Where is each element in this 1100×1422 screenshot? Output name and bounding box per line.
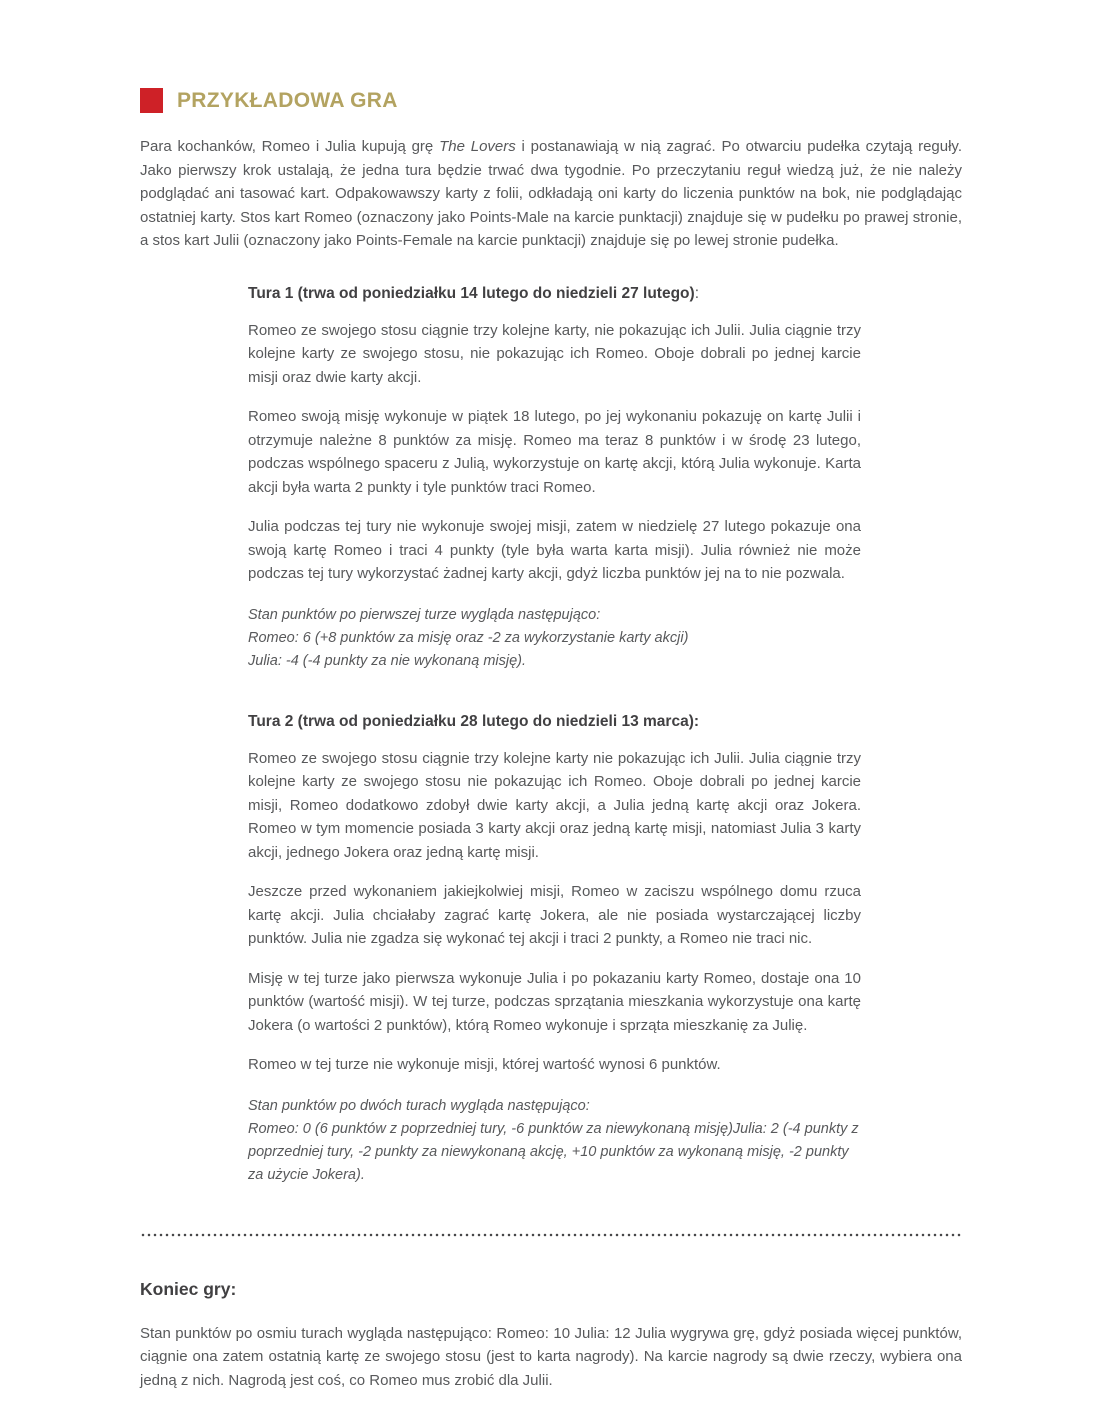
tura-1-heading [248,285,861,303]
tura-2-paragraph-1: Romeo ze swojego stosu ciągnie trzy kolejne karty nie pokazując ich Julii. Julia ciągnie trzy kolejne karty ze swojego stosu nie pokazując ich Romeo. Oboje dobrali po jednej karcie misji, Romeo dodatkowo zdobył dwie karty akcji, a Julia jedną kartę akcji oraz Jokera. Romeo w tym momencie posiada 3 karty akcji oraz jedną kartę misji, natomiast Julia 3 karty akcji, jednego Jokera oraz jedną kartę misji. [248,749,861,861]
game-title-italic: The Lovers [439,138,516,155]
section-header [140,88,962,113]
tura-1-heading-colon: : [694,284,699,302]
tura-1-paragraph-3: Julia podczas tej tury nie wykonuje swojej misji, zatem w niedzielę 27 lutego pokazuje ona swoją kartę Romeo i traci 4 punkty (tyle była warta karta misji). Julia również nie może podczas tej tury wykorzystać żadnej karty akcji, gdyż liczba punktów jej na to nie pozwala. [248,518,861,582]
turns-block [248,285,861,1187]
tura-1-heading-text: Tura 1 (trwa od poniedziałku 14 lutego do niedzieli 27 lutego) [248,284,695,302]
end-of-game-heading: Koniec gry: [140,1278,237,1299]
red-square-bullet-icon [140,88,163,113]
end-of-game-paragraph: Stan punktów po osmiu turach wygląda następująco: Romeo: 10 Julia: 12 Julia wygrywa grę, gdyż posiada więcej punktów, ciągnie ona zatem ostatnią kartę ze swojego stosu (jest to karta nagrody). Na karcie nagrody są dwie rzeczy, wybiera ona jedną z nich. Nagrodą jest coś, co Romeo mus zrobić dla Julii. [140,1324,962,1389]
tura-2-paragraph-3: Misję w tej turze jako pierwsza wykonuje Julia i po pokazaniu karty Romeo, dostaje ona 10 punktów (wartość misji). W tej turze, podczas sprzątania mieszkania wykorzystuje ona kartę Jokera (o wartości 2 punktów), którą Romeo wykonuje i sprząta mieszkanię za Julię. [248,969,861,1034]
dotted-divider [140,1233,962,1237]
intro-text-after: i postanawiają w nią zagrać. Po otwarciu pudełka czytają reguły. Jako pierwszy krok ustalają, że jedna tura będzie trwać dwa tygodnie. Po przeczytaniu reguł wiedzą już, że nie należy podglądać ani tasować kart. Odpakowawszy karty z folii, odkładają oni karty do liczenia punktów na bok, nie podglądając ostatniej karty. Stos kart Romeo (oznaczony jako Points-Male na karcie punktacji) znajduje się w pudełku po prawej stronie, a stos kart Julii (oznaczony jako Points-Female na karcie punktacji) znajduje się po lewej stronie pudełka. [140,138,962,249]
score-line: Romeo: 6 (+8 punktów za misję oraz -2 za wykorzystanie karty akcji) [248,629,689,646]
tura-2-paragraph-2: Jeszcze przed wykonaniem jakiejkolwiej misji, Romeo w zaciszu wspólnego domu rzuca kartę akcji. Julia chciałaby zagrać kartę Jokera, ale nie posiada wystarczającej liczby punktów. Julia nie zgadza się wykonać tej akcji i traci 2 punkty, a Romeo nie traci nic. [248,883,861,947]
score-line: Julia: -4 (-4 punkty za nie wykonaną misję). [248,652,527,669]
score-line: Romeo: 0 (6 punktów z poprzedniej tury, -6 punktów za niewykonaną misję)Julia: 2 (-4 punkty z poprzedniej tury, -2 punkty za niewykonaną akcję, +10 punktów za wykonaną misję, -2 punkty za użycie Jokera). [248,1120,859,1183]
intro-text-before: Para kochanków, Romeo i Julia kupują grę [140,138,440,155]
tura-1-paragraph-1: Romeo ze swojego stosu ciągnie trzy kolejne karty, nie pokazując ich Julii. Julia ciągnie trzy kolejne karty ze swojego stosu, nie pokazując ich Romeo. Oboje dobrali po jednej karcie misji oraz dwie karty akcji. [248,321,861,386]
intro-paragraph [140,135,962,253]
section-title: PRZYKŁADOWA GRA [177,88,398,112]
tura-2-paragraph-4: Romeo w tej turze nie wykonuje misji, której wartość wynosi 6 punktów. [248,1056,721,1073]
score-line: Stan punktów po dwóch turach wygląda następująco: [248,1097,590,1114]
tura-1-paragraph-2: Romeo swoją misję wykonuje w piątek 18 lutego, po jej wykonaniu pokazuję on kartę Julii i otrzymuje należne 8 punktów za misję. Romeo ma teraz 8 punktów i w środę 23 lutego, podczas wspólnego spaceru z Julią, wykorzystuje on kartę akcji, którą Julia wykonuje. Karta akcji była warta 2 punkty i tyle punktów traci Romeo. [248,408,861,496]
tura-2-score-summary [248,1095,861,1187]
score-line: Stan punktów po pierwszej turze wygląda następująco: [248,606,601,623]
tura-2-heading: Tura 2 (trwa od poniedziałku 28 lutego do niedzieli 13 marca): [248,712,700,730]
tura-1-score-summary [248,604,861,673]
